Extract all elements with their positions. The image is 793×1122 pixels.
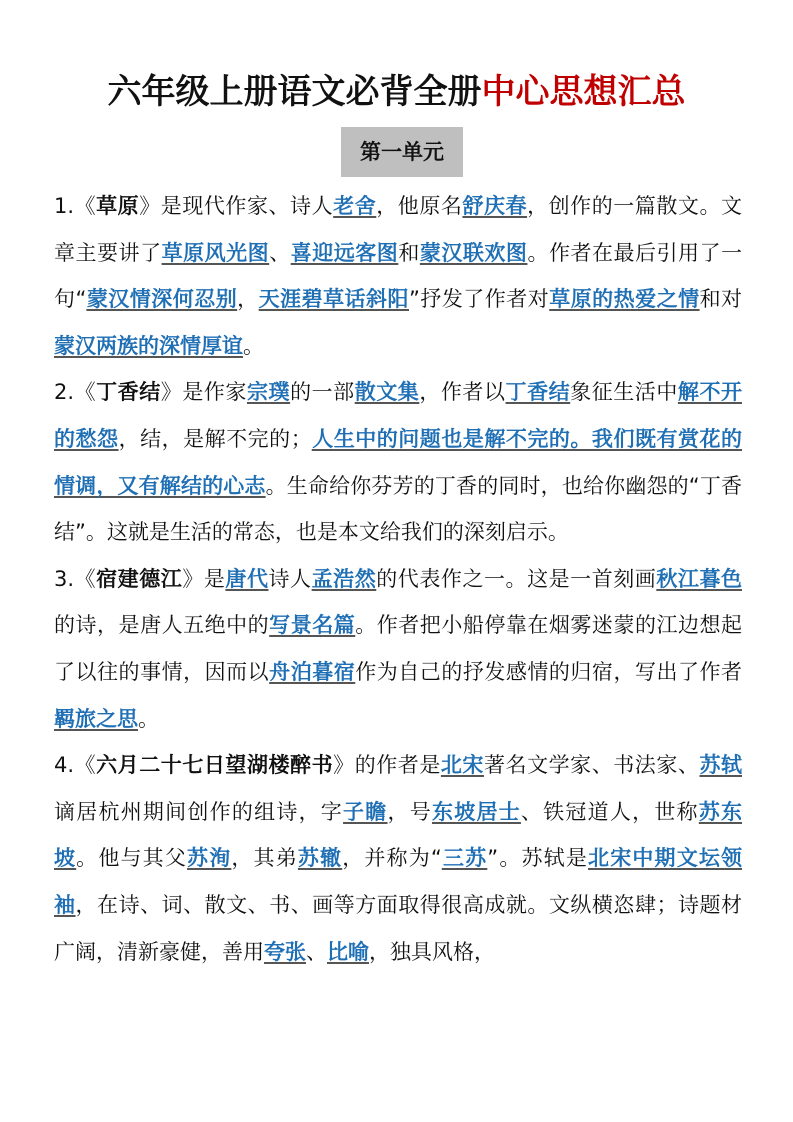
key-term: 宗璞 <box>246 380 291 405</box>
key-term: 苏洵 <box>187 846 232 871</box>
work-title: 丁香结 <box>96 380 161 405</box>
page-title <box>0 68 793 116</box>
paragraph-4 <box>54 742 742 975</box>
body-text: 、 <box>306 939 327 964</box>
key-term: 东坡居士 <box>431 799 521 824</box>
key-term: 比喻 <box>327 939 369 964</box>
key-term: 唐代 <box>225 566 269 591</box>
key-term: 孟浩然 <box>311 566 377 591</box>
body-text: 、 <box>269 240 291 265</box>
body-text: 3.《 <box>54 566 97 591</box>
key-term: 蒙汉联欢图 <box>419 240 528 265</box>
body-text: 谪居杭州期间创作的组诗，字 <box>54 799 344 824</box>
key-term: 丁香结 <box>505 380 571 405</box>
work-title: 六月二十七日望湖楼醉书 <box>96 753 334 778</box>
body-text: ，他原名 <box>376 194 463 218</box>
body-text: 和 <box>398 240 420 265</box>
body-text: 。 <box>138 706 159 731</box>
body-text: 》是作家 <box>160 380 247 405</box>
paragraph-3 <box>54 556 742 742</box>
key-term: 草原的热爱之情 <box>549 287 700 312</box>
paragraph-2 <box>54 369 742 555</box>
body-text: 著名文学家、书法家、 <box>483 753 700 778</box>
key-term: 苏辙 <box>297 846 343 871</box>
body-text: 的一部 <box>290 380 355 405</box>
key-term: 草原风光图 <box>161 240 270 265</box>
key-term: 蒙汉两族的深情厚谊 <box>54 333 243 358</box>
title-black: 六年级上册语文必背全册 <box>107 72 482 112</box>
key-term: 写景名篇 <box>269 613 356 638</box>
body-text: ，其弟 <box>231 846 298 871</box>
body-text: ”。苏轼是 <box>487 846 589 871</box>
key-term: 舟泊暮宿 <box>269 659 356 684</box>
body-text: 。生命给你芬芳的丁香的同时，也给你幽怨的“丁香结”。这就是生活的常态，也是本文给我们的深刻启示。 <box>54 473 742 545</box>
key-term: 天涯碧草话斜阳 <box>258 287 409 312</box>
body-text: 和对 <box>699 287 743 312</box>
work-title: 宿建德江 <box>96 566 183 591</box>
body-text: 4.《 <box>54 753 97 778</box>
body-text: 。 <box>243 333 264 358</box>
document-body <box>54 183 742 975</box>
body-text: 》是 <box>182 566 226 591</box>
key-term: 蒙汉情深何忍别 <box>86 287 238 312</box>
key-term: 夸张 <box>264 939 306 964</box>
body-text: 。他与其父 <box>76 846 188 871</box>
key-term: 秋江暮色 <box>656 566 742 591</box>
key-term: 北宋 <box>440 753 484 778</box>
key-term: 喜迎远客图 <box>290 240 399 265</box>
body-text: ”抒发了作者对 <box>409 287 550 312</box>
body-text: ，创作的一篇散文。文章主要讲了 <box>54 194 742 265</box>
paragraph-1 <box>54 183 742 369</box>
key-term: 苏东坡 <box>54 799 743 871</box>
title-red: 中心思想汇总 <box>481 72 686 112</box>
body-text: 诗人 <box>268 566 312 591</box>
key-term: 老舍 <box>333 194 377 218</box>
key-term: 三苏 <box>441 846 488 871</box>
key-term: 苏轼 <box>699 753 742 778</box>
body-text: ， <box>237 287 259 312</box>
key-term: 解不开的愁怨 <box>54 380 742 451</box>
body-text: 2.《 <box>54 380 97 405</box>
body-text: 象征生活中 <box>570 380 678 405</box>
body-text: ，独具风格， <box>369 939 495 964</box>
body-text: ，在诗、词、散文、书、画等方面取得很高成就。文纵横恣肆；诗题材广阔，清新豪健，善用 <box>54 892 743 964</box>
key-term: 北宋中期文坛领袖 <box>54 846 743 917</box>
body-text: 、铁冠道人，世称 <box>520 799 699 824</box>
unit-heading: 第一单元 <box>341 127 463 177</box>
body-text: 》的作者是 <box>333 753 441 778</box>
key-term: 人生中的问题也是解不完的。我们既有赏花的情调，又有解结的心志 <box>54 426 743 498</box>
work-title: 草原 <box>96 194 140 218</box>
body-text: 。作者在最后引用了一句“ <box>54 240 743 312</box>
body-text: ，号 <box>387 799 432 824</box>
body-text: 。作者把小船停靠在烟雾迷蒙的江边想起了以往的事情，因而以 <box>54 613 743 684</box>
body-text: ，并称为“ <box>342 846 442 871</box>
body-text: ，结，是解不完的； <box>118 426 312 451</box>
key-term: 子瞻 <box>343 799 388 824</box>
body-text: 的诗，是唐人五绝中的 <box>54 613 270 638</box>
body-text: 作为自己的抒发感情的归宿，写出了作者 <box>355 659 743 684</box>
key-term: 羁旅之思 <box>54 706 138 731</box>
body-text: ，作者以 <box>419 380 506 405</box>
body-text: 的代表作之一。这是一首刻画 <box>376 566 657 591</box>
body-text: 1.《 <box>54 194 97 218</box>
key-term: 散文集 <box>354 380 420 405</box>
key-term: 舒庆春 <box>462 194 528 218</box>
body-text: 》是现代作家、诗人 <box>139 194 334 218</box>
